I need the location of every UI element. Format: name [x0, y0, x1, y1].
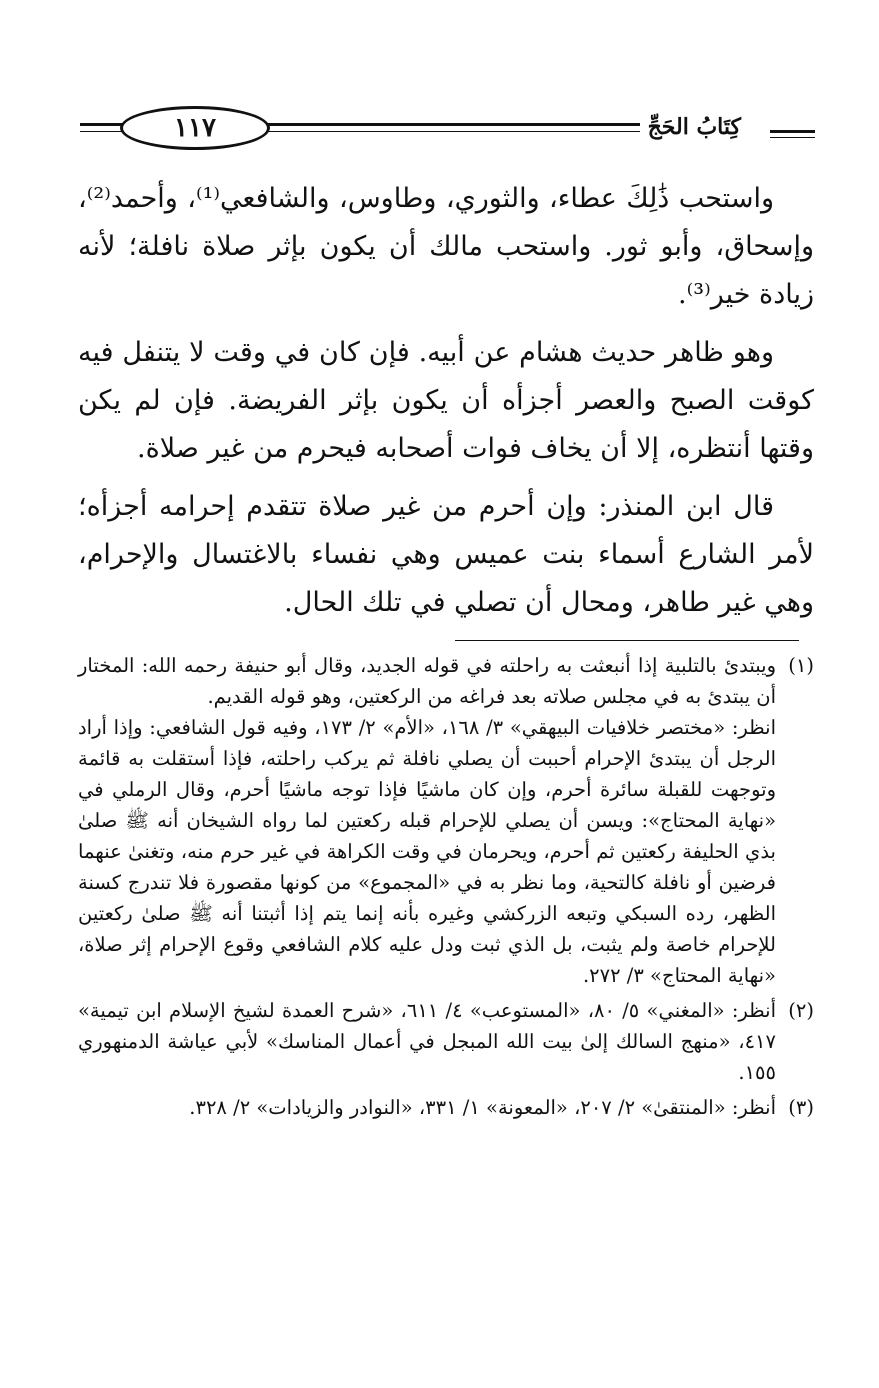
- header-rule-right: [770, 130, 815, 133]
- main-paragraph: قال ابن المنذر: وإن أحرم من غير صلاة تتقدم إحرامه أجزأه؛ لأمر الشارع أسماء بنت عميس وهي نفساء بالاغتسال والإحرام، وهي غير طاهر، ومحال أن تصلي في تلك الحال.: [78, 491, 814, 618]
- footnote-paragraph: ويبتدئ بالتلبية إذا أنبعثت به راحلته في قوله الجديد، وقال أبو حنيفة رحمه الله: المختار أن يبتدئ به في مجلس صلاته بعد فراغه من الركعتين، وهو قوله القديم.: [78, 654, 776, 708]
- footnote-paragraph: أنظر: «المنتقىٰ» ٢/ ٢٠٧، «المعونة» ١/ ٣٣١، «النوادر والزيادات» ٢/ ٣٢٨.: [189, 1096, 776, 1119]
- footnote-1: [78, 650, 814, 991]
- footnote-number: (٣): [788, 1096, 814, 1119]
- footnote-body: [78, 995, 776, 1088]
- footnote-paragraph: انظر: «مختصر خلافيات البيهقي» ٣/ ١٦٨، «الأم» ٢/ ١٧٣، وفيه قول الشافعي: وإذا أراد الرجل أن يبتدئ الإحرام أحببت أن يصلي نافلة ثم يركب راحلته، فإذا أستقلت به قائمة وتوجهت للقبلة سائرة أحرم، وإن كان ماشيًا فإذا توجه ماشيًا أحرم، وقال الرملي في «نهاية المحتاج»: ويسن أن يصلي للإحرام قبله ركعتين لما رواه الشيخان أنه ﷺ صلىٰ بذي الحليفة ركعتين ثم أحرم، ويحرمان في وقت الكراهة في غير حرم منه، وتغنىٰ عنهما فرضين أو نافلة كالتحية، وما نظر به في «المجموع» من كونها مقصورة فلا تندرج كسنة الظهر، رده السبكي وتبعه الزركشي وغيره بأنه إنما يتم إذا أثبتنا أنه ﷺ صلىٰ ركعتين للإحرام خاصة ولم يثبت، بل الذي ثبت ودل عليه كلام الشافعي وقوع الإحرام إثر صلاة، «نهاية المحتاج» ٣/ ٢٧٢.: [78, 716, 776, 987]
- footnote-body: [78, 650, 776, 991]
- footnote-paragraph: أنظر: «المغني» ٥/ ٨٠، «المستوعب» ٤/ ٦١١، «شرح العمدة لشيخ الإسلام ابن تيمية» ٤١٧، «منهج السالك إلىٰ بيت الله المبجل في أعمال المناسك» لأبي عياشة الدمنهوري ١٥٥.: [78, 999, 776, 1084]
- book-title: كِتَابُ الحَجِّ: [640, 114, 749, 140]
- footnote-number: (٢): [788, 999, 814, 1022]
- footnote-2: [78, 995, 814, 1088]
- main-text: [78, 175, 814, 637]
- main-paragraph: واستحب ذَٰلِكَ عطاء، والثوري، وطاوس، والشافعي⁽¹⁾، وأحمد⁽²⁾، وإسحاق، وأبو ثور. واستحب مالك أن يكون بإثر صلاة نافلة؛ لأنه زيادة خير⁽³⁾.: [78, 183, 814, 310]
- footnote-number: (١): [788, 654, 814, 677]
- header-rule-right-thin: [770, 137, 815, 138]
- main-paragraph: وهو ظاهر حديث هشام عن أبيه. فإن كان في وقت لا يتنفل فيه كوقت الصبح والعصر أجزأه أن يكون بإثر الفريضة. فإن لم يكن وقتها أنتظره، إلا أن يخاف فوات أصحابه فيحرم من غير صلاة.: [78, 337, 814, 464]
- footnote-divider: [455, 640, 799, 641]
- footnote-body: [78, 1092, 776, 1123]
- page-header: [80, 100, 815, 160]
- page-number: ١١٧: [120, 106, 270, 150]
- footnotes: [78, 650, 814, 1127]
- footnote-3: [78, 1092, 814, 1123]
